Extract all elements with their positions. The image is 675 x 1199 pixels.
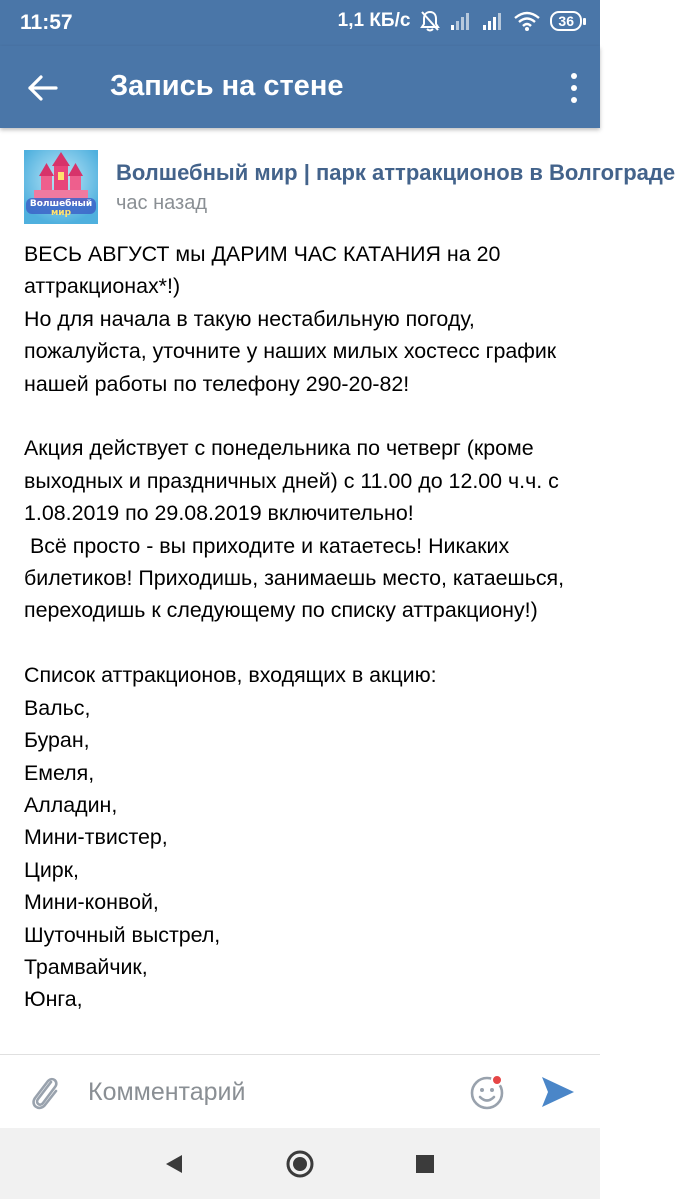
avatar[interactable]	[24, 150, 98, 224]
paperclip-icon[interactable]	[26, 1073, 62, 1113]
send-icon[interactable]	[540, 1075, 576, 1109]
post-content	[0, 128, 675, 1054]
comment-composer	[0, 1054, 600, 1129]
nav-recent-icon[interactable]	[414, 1153, 436, 1175]
battery-level: 36	[550, 11, 582, 31]
status-time: 11:57	[20, 11, 73, 34]
dnd-bell-icon	[420, 10, 440, 32]
svg-text:мир: мир	[50, 208, 72, 218]
comment-input[interactable]	[88, 1073, 448, 1111]
nav-back-icon[interactable]	[162, 1152, 186, 1176]
wifi-icon	[514, 11, 540, 31]
system-nav-bar	[0, 1128, 600, 1199]
emoji-icon[interactable]	[468, 1073, 506, 1111]
arrow-left-icon[interactable]	[22, 68, 62, 108]
signal-icon-2	[482, 12, 504, 30]
post-time: час назад	[116, 192, 208, 214]
post-author[interactable]: Волшебный мир | парк аттракционов в Волгограде	[116, 160, 675, 185]
battery-icon	[550, 11, 586, 31]
svg-text:Волшебный: Волшебный	[29, 199, 93, 209]
post-text: ВЕСЬ АВГУСТ мы ДАРИМ ЧАС КАТАНИЯ на 20 аттракционах*!) Но для начала в такую нестабильную погоду, пожалуйста, уточните у наших милых хостесс график нашей работы по телефону 290-20-82! Акция действует с понедельника по четверг (кроме выходных и праздничных дней) с 11.00 до 12.00 ч.ч. с 1.08.2019 по 29.08.2019 включительно! Всё просто - вы приходите и катаетесь! Никаких билетиков! Приходишь, занимаешь место, катаешься, переходишь к следующему по списку аттракциону!) Список аттракционов, входящих в акцию: Вальс, Буран, Емеля, Алладин, Мини-твистер, Цирк, Мини-конвой, Шуточный выстрел, Трамвайчик, Юнга,	[24, 242, 565, 1012]
network-speed: 1,1 КБ/с	[337, 10, 411, 31]
status-indicators	[338, 10, 586, 32]
status-bar	[0, 0, 600, 46]
page-title: Запись на стене	[110, 70, 344, 102]
nav-home-icon[interactable]	[286, 1150, 314, 1178]
signal-icon	[450, 12, 472, 30]
app-bar	[0, 46, 600, 128]
castle-logo-icon	[24, 150, 98, 224]
more-vert-icon[interactable]	[568, 70, 580, 106]
